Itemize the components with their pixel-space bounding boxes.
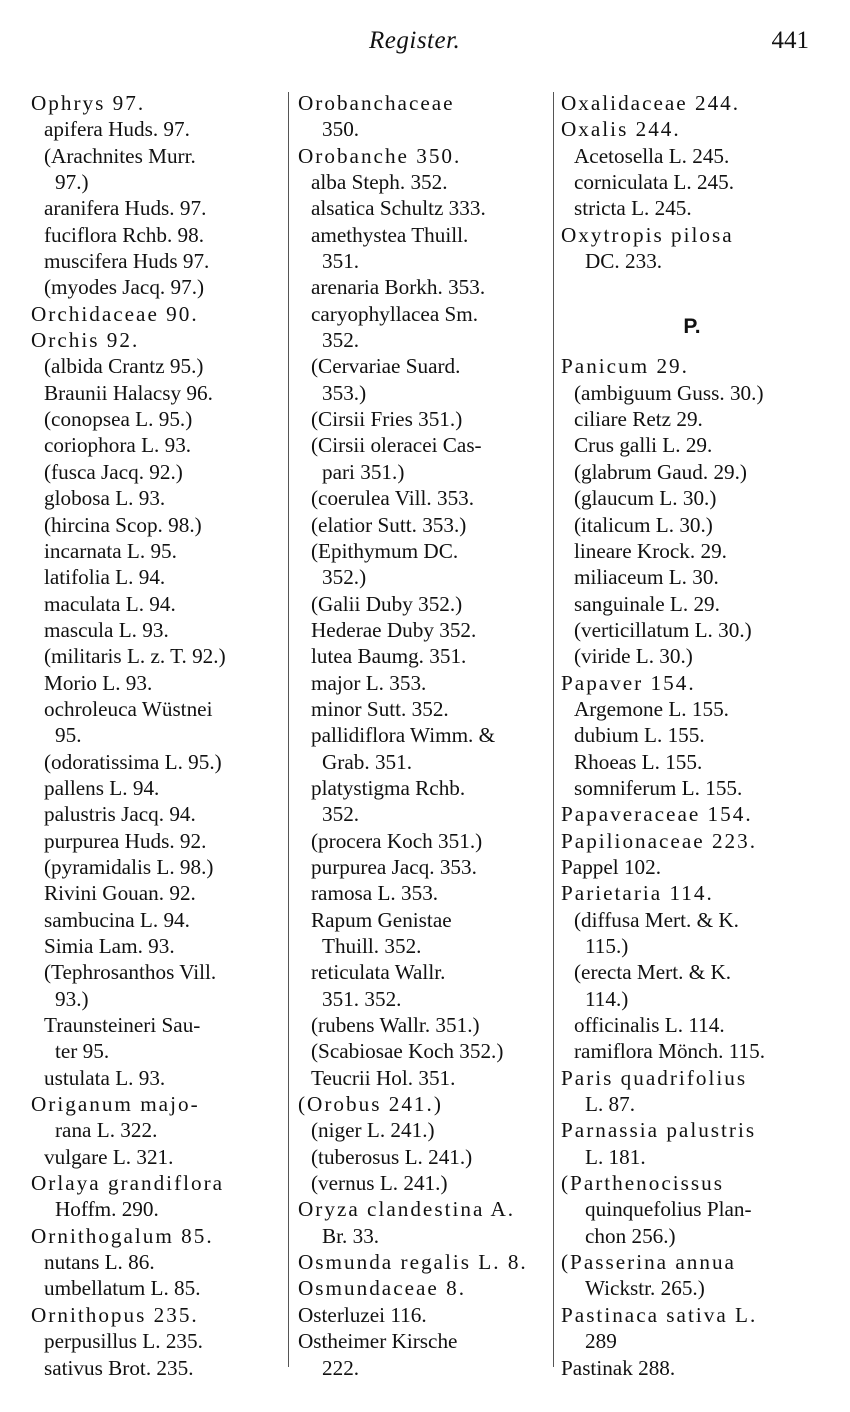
index-column-2 (298, 90, 552, 1381)
index-subentry: purpurea Jacq. 353. (311, 854, 477, 879)
column-divider-2 (553, 92, 554, 1367)
index-subentry: vulgare L. 321. (44, 1144, 174, 1169)
index-subentry: maculata L. 94. (44, 591, 176, 616)
index-subentry: palustris Jacq. 94. (44, 802, 196, 827)
index-subentry: perpusillus L. 235. (44, 1329, 203, 1354)
index-subentry: apifera Huds. 97. (44, 117, 190, 142)
index-heading: Orobanche 350. (298, 143, 462, 168)
index-continuation: 289 (585, 1329, 617, 1354)
index-subentry: (Galii Duby 352.) (311, 591, 463, 616)
index-heading: Orlaya grandiflora (31, 1171, 225, 1196)
index-heading: Parnassia palustris (561, 1118, 757, 1143)
index-continuation: pari 351.) (322, 459, 405, 484)
index-subentry: (coerulea Vill. 353. (311, 486, 475, 511)
index-heading: Pastinaca sativa L. (561, 1302, 758, 1327)
index-continuation: 352. (322, 802, 360, 827)
index-subentry: (albida Crantz 95.) (44, 354, 204, 379)
index-subentry: (Epithymum DC. (311, 538, 459, 563)
index-heading: Ostheimer Kirsche (298, 1329, 458, 1354)
index-continuation: 351. 352. (322, 986, 402, 1011)
index-subentry: (Cirsii oleracei Cas- (311, 433, 482, 458)
index-subentry: globosa L. 93. (44, 486, 166, 511)
index-subentry: (diffusa Mert. & K. (574, 907, 739, 932)
index-heading: Oxalis 244. (561, 117, 681, 142)
index-subentry: lineare Krock. 29. (574, 538, 727, 563)
index-subentry: coriophora L. 93. (44, 433, 192, 458)
index-subentry: (viride L. 30.) (574, 644, 693, 669)
index-subentry: nutans L. 86. (44, 1250, 155, 1275)
index-continuation: 351. (322, 249, 360, 274)
index-subentry: (ambiguum Guss. 30.) (574, 380, 764, 405)
index-subentry: (verticillatum L. 30.) (574, 617, 752, 642)
index-subentry: (Cirsii Fries 351.) (311, 407, 463, 432)
index-continuation: 353.) (322, 380, 367, 405)
index-subentry: ramosa L. 353. (311, 881, 439, 906)
index-heading: Paris quadrifolius (561, 1065, 748, 1090)
index-continuation: Hoffm. 290. (55, 1197, 159, 1222)
index-subentry: caryophyllacea Sm. (311, 301, 479, 326)
index-subentry: (elatior Sutt. 353.) (311, 512, 467, 537)
index-continuation: 114.) (585, 986, 629, 1011)
index-heading: (Orobus 241.) (298, 1092, 443, 1117)
index-subentry: incarnata L. 95. (44, 538, 177, 563)
index-subentry: (glaucum L. 30.) (574, 486, 717, 511)
section-spacer (561, 274, 823, 300)
index-subentry: (Arachnites Murr. (44, 143, 196, 168)
index-subentry: major L. 353. (311, 670, 427, 695)
index-subentry: platystigma Rchb. (311, 775, 466, 800)
index-heading: Orchidaceae 90. (31, 301, 199, 326)
index-heading: Pastinak 288. (561, 1355, 676, 1380)
column-divider-1 (288, 92, 289, 1367)
index-heading: Papaver 154. (561, 670, 696, 695)
index-subentry: (odoratissima L. 95.) (44, 749, 222, 774)
index-heading: (Passerina annua (561, 1250, 736, 1275)
index-continuation: Grab. 351. (322, 749, 413, 774)
index-subentry: sambucina L. 94. (44, 907, 190, 932)
running-title: Register. (369, 27, 461, 54)
index-continuation: 222. (322, 1355, 360, 1380)
index-subentry: (militaris L. z. T. 92.) (44, 644, 226, 669)
index-subentry: pallidiflora Wimm. & (311, 723, 496, 748)
index-heading: Oxytropis pilosa (561, 222, 734, 247)
page-number: 441 (771, 27, 809, 54)
index-subentry: (conopsea L. 95.) (44, 407, 193, 432)
index-subentry: (procera Koch 351.) (311, 828, 483, 853)
index-continuation: Wickstr. 265.) (585, 1276, 705, 1301)
index-continuation: Br. 33. (322, 1223, 380, 1248)
index-continuation: 352.) (322, 565, 367, 590)
index-heading: Ophrys 97. (31, 91, 146, 115)
index-continuation: DC. 233. (585, 249, 663, 274)
index-column-1 (31, 90, 288, 1381)
index-subentry: Traunsteineri Sau- (44, 1013, 201, 1038)
index-heading: Papaveraceae 154. (561, 802, 753, 827)
index-heading: Osmunda regalis L. 8. (298, 1250, 528, 1275)
index-subentry: alsatica Schultz 333. (311, 196, 486, 221)
index-subentry: reticulata Wallr. (311, 960, 446, 985)
index-subentry: (rubens Wallr. 351.) (311, 1013, 480, 1038)
index-continuation: L. 181. (585, 1144, 646, 1169)
index-subentry: muscifera Huds 97. (44, 249, 210, 274)
index-subentry: Rivini Gouan. 92. (44, 881, 196, 906)
index-subentry: sanguinale L. 29. (574, 591, 720, 616)
index-subentry: officinalis L. 114. (574, 1013, 725, 1038)
index-subentry: ochroleuca Wüstnei (44, 696, 213, 721)
index-continuation: rana L. 322. (55, 1118, 158, 1143)
index-heading: Panicum 29. (561, 354, 689, 379)
index-subentry: Morio L. 93. (44, 670, 153, 695)
index-heading: Osterluzei 116. (298, 1302, 427, 1327)
index-heading: Oxalidaceae 244. (561, 91, 741, 115)
index-subentry: alba Steph. 352. (311, 170, 448, 195)
index-continuation: quinquefolius Plan- (585, 1197, 752, 1222)
index-subentry: Braunii Halacsy 96. (44, 380, 213, 405)
index-subentry: ramiflora Mönch. 115. (574, 1039, 766, 1064)
index-subentry: fuciflora Rchb. 98. (44, 222, 205, 247)
index-subentry: Simia Lam. 93. (44, 934, 175, 958)
index-heading: Ornithogalum 85. (31, 1223, 214, 1248)
index-subentry: Acetosella L. 245. (574, 143, 730, 168)
index-subentry: umbellatum L. 85. (44, 1276, 201, 1301)
index-subentry: minor Sutt. 352. (311, 696, 449, 721)
index-subentry: arenaria Borkh. 353. (311, 275, 486, 300)
index-continuation: chon 256.) (585, 1223, 676, 1248)
index-subentry: stricta L. 245. (574, 196, 692, 221)
index-subentry: latifolia L. 94. (44, 565, 166, 590)
index-subentry: miliaceum L. 30. (574, 565, 719, 590)
index-continuation: 95. (55, 723, 82, 748)
index-subentry: Hederae Duby 352. (311, 617, 477, 642)
index-subentry: (glabrum Gaud. 29.) (574, 459, 747, 484)
index-subentry: (hircina Scop. 98.) (44, 512, 202, 537)
index-subentry: dubium L. 155. (574, 723, 705, 748)
index-subentry: Rapum Genistae (311, 907, 452, 932)
index-heading: Pappel 102. (561, 854, 662, 879)
index-heading: Osmundaceae 8. (298, 1276, 467, 1301)
index-heading: Oryza clandestina A. (298, 1197, 516, 1222)
index-heading: Origanum majo- (31, 1092, 200, 1117)
index-subentry: amethystea Thuill. (311, 222, 469, 247)
index-subentry: (pyramidalis L. 98.) (44, 854, 214, 879)
index-continuation: 352. (322, 328, 360, 353)
index-subentry: Teucrii Hol. 351. (311, 1065, 456, 1090)
index-subentry: (myodes Jacq. 97.) (44, 275, 205, 300)
index-subentry: pallens L. 94. (44, 775, 160, 800)
index-column-3 (561, 90, 823, 1381)
index-continuation: 93.) (55, 986, 89, 1011)
index-subentry: aranifera Huds. 97. (44, 196, 207, 221)
section-letter: P. (683, 314, 701, 338)
index-continuation: L. 87. (585, 1092, 636, 1117)
index-subentry: Rhoeas L. 155. (574, 749, 703, 774)
index-heading: Orobanchaceae (298, 91, 455, 115)
index-continuation: ter 95. (55, 1039, 110, 1064)
index-continuation: Thuill. 352. (322, 934, 422, 958)
index-subentry: (Scabiosae Koch 352.) (311, 1039, 504, 1064)
index-heading: Orchis 92. (31, 328, 140, 353)
index-subentry: (tuberosus L. 241.) (311, 1144, 473, 1169)
index-subentry: Crus galli L. 29. (574, 433, 713, 458)
index-subentry: (vernus L. 241.) (311, 1171, 448, 1196)
index-subentry: mascula L. 93. (44, 617, 169, 642)
index-heading: Parietaria 114. (561, 881, 714, 906)
index-subentry: (Cervariae Suard. (311, 354, 461, 379)
index-subentry: somniferum L. 155. (574, 775, 743, 800)
index-subentry: sativus Brot. 235. (44, 1355, 194, 1380)
index-continuation: 350. (322, 117, 360, 142)
index-subentry: (niger L. 241.) (311, 1118, 435, 1143)
index-subentry: lutea Baumg. 351. (311, 644, 467, 669)
index-subentry: (Tephrosanthos Vill. (44, 960, 217, 985)
index-subentry: (erecta Mert. & K. (574, 960, 732, 985)
index-subentry: purpurea Huds. 92. (44, 828, 207, 853)
index-subentry: (italicum L. 30.) (574, 512, 713, 537)
index-continuation: 115.) (585, 934, 629, 958)
index-continuation: 97.) (55, 170, 89, 195)
index-heading: (Parthenocissus (561, 1171, 724, 1196)
index-subentry: ciliare Retz 29. (574, 407, 703, 432)
index-heading: Ornithopus 235. (31, 1302, 199, 1327)
index-subentry: corniculata L. 245. (574, 170, 735, 195)
index-subentry: ustulata L. 93. (44, 1065, 166, 1090)
index-heading: Papilionaceae 223. (561, 828, 758, 853)
index-subentry: Argemone L. 155. (574, 696, 729, 721)
index-subentry: (fusca Jacq. 92.) (44, 459, 183, 484)
